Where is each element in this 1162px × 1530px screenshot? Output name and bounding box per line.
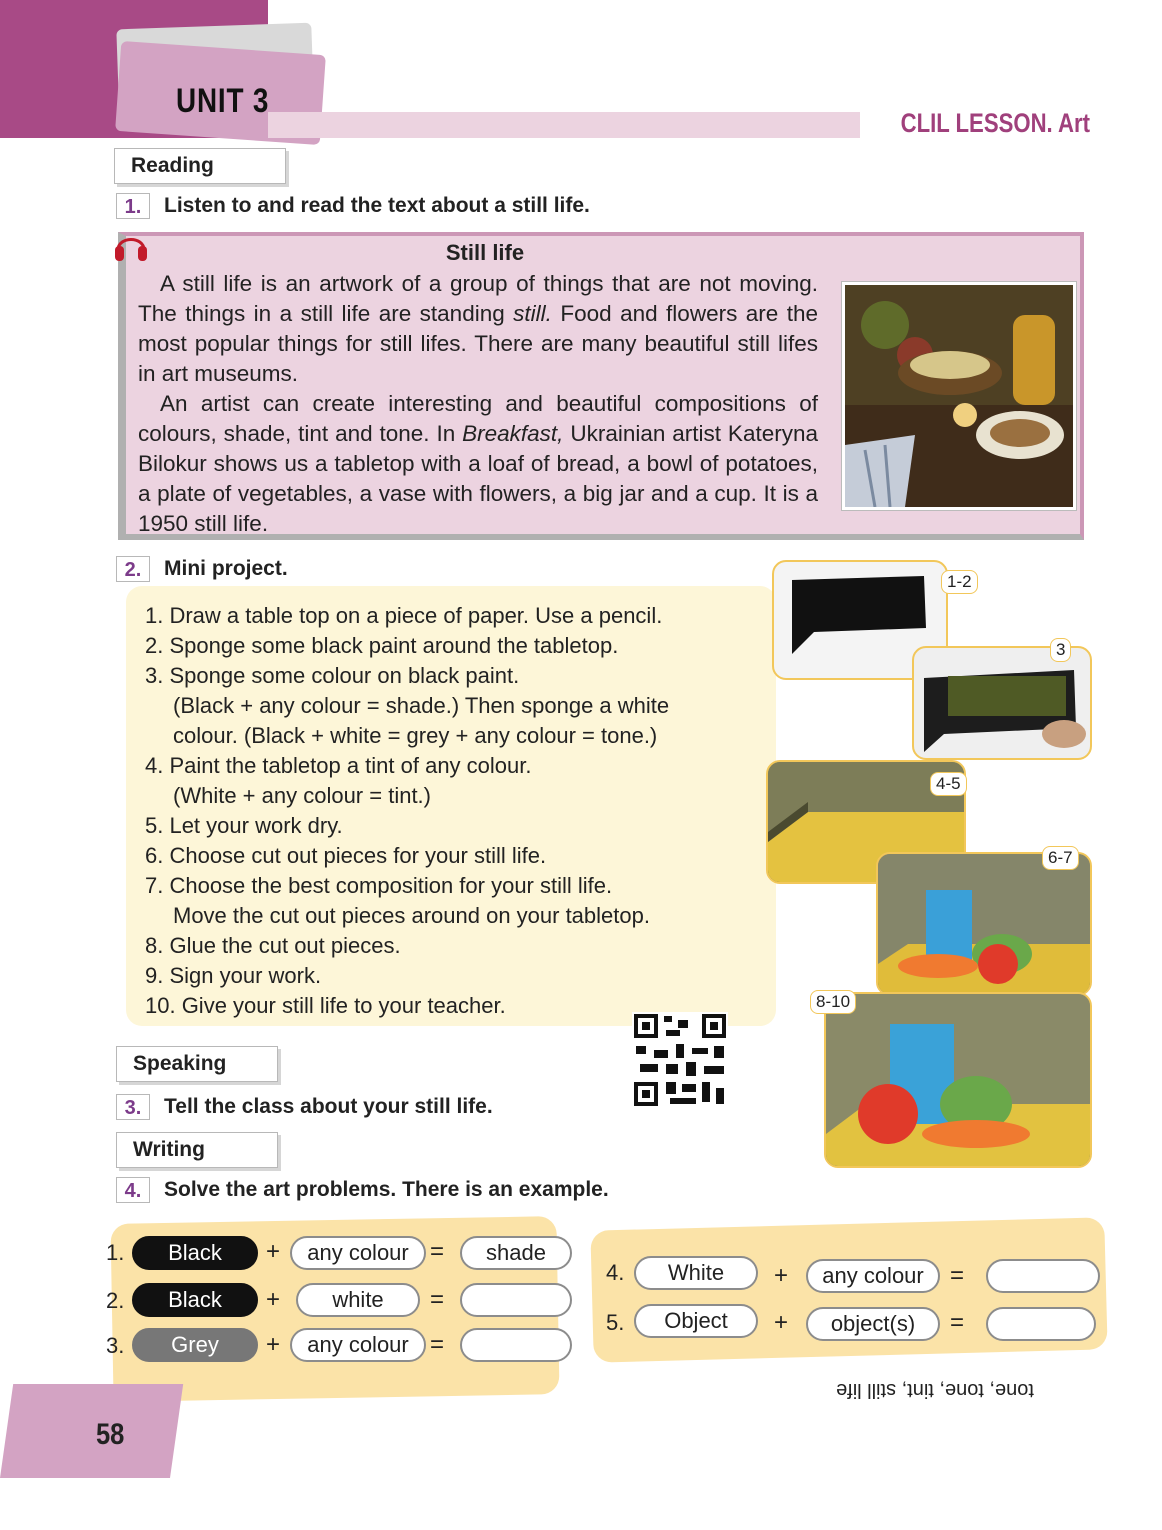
step-1: 1. Draw a table top on a piece of paper. Use a pencil. [145, 603, 663, 628]
text-paragraph-2: An artist can create interesting and beautiful compositions of colours, shade, tint and tone. In Breakfast, Ukrainian artist Kateryna Bilokur shows us a tabletop with a loaf of bread, a bowl of potatoes, a plate of vegetables, a vase with flowers, a big jar and a cup. It is a 1950 still life. [138, 391, 818, 536]
problem-term: object(s) [806, 1307, 940, 1341]
plus-sign: + [774, 1262, 789, 1289]
task-number: 2. [116, 556, 150, 582]
problem-number: 2. [106, 1288, 125, 1313]
step-3-cont: (Black + any colour = shade.) Then sponge a white [173, 693, 670, 718]
answer-field[interactable] [460, 1283, 572, 1317]
photo-step-6-7 [876, 852, 1092, 996]
problem-term: Grey [132, 1328, 258, 1362]
problem-term: white [296, 1283, 420, 1317]
task-1 [116, 193, 590, 219]
plus-sign: + [266, 1286, 281, 1313]
plus-sign: + [266, 1238, 281, 1265]
step-2: 2. Sponge some black paint around the tabletop. [145, 633, 619, 658]
answer-field[interactable] [460, 1328, 572, 1362]
step-3: 3. Sponge some colour on black paint. [145, 663, 520, 688]
step-10: 10. Give your still life to your teacher. [145, 993, 506, 1018]
photo-label: 3 [1050, 638, 1071, 662]
problem-number: 4. [606, 1260, 625, 1285]
task-number: 4. [116, 1177, 150, 1203]
step-5: 5. Let your work dry. [145, 813, 343, 838]
step-7-cont: Move the cut out pieces around on your tabletop. [173, 903, 650, 928]
problem-term: any colour [806, 1259, 940, 1293]
photo-label: 4-5 [930, 772, 967, 796]
equals-sign: = [430, 1238, 445, 1265]
still-life-painting [842, 282, 1076, 510]
photo-label: 6-7 [1042, 846, 1079, 870]
unit-title: UNIT 3 [176, 82, 270, 120]
text-paragraph-1: A still life is an artwork of a group of things that are not moving. The things in a still life are standing still. Food and flowers are the most popular things for still lifes. There are many beautiful still lifes in art museums. [138, 271, 818, 386]
task-instruction: Listen to and read the text about a still life. [164, 194, 590, 217]
headphones-icon[interactable] [112, 228, 150, 264]
answer-field[interactable] [986, 1259, 1100, 1293]
problem-term: any colour [290, 1236, 426, 1270]
step-4-cont: (White + any colour = tint.) [173, 783, 431, 808]
footer-pink-block [0, 1384, 183, 1478]
task-instruction: Mini project. [164, 557, 288, 580]
plus-sign: + [774, 1309, 789, 1336]
page-number: 58 [96, 1418, 125, 1451]
writing-tab: Writing [116, 1132, 278, 1168]
step-8: 8. Glue the cut out pieces. [145, 933, 401, 958]
problem-number: 3. [106, 1333, 125, 1358]
problem-term: White [634, 1256, 758, 1290]
task-number: 1. [116, 193, 150, 219]
word-bank-upside-down: tone, tone, tint, still life [836, 1379, 1034, 1401]
plus-sign: + [266, 1331, 281, 1358]
photo-step-8-10 [824, 992, 1092, 1168]
task-4 [116, 1177, 609, 1203]
task-number: 3. [116, 1094, 150, 1120]
header-strip [268, 112, 860, 138]
step-9: 9. Sign your work. [145, 963, 322, 988]
equals-sign: = [950, 1309, 965, 1336]
step-7: 7. Choose the best composition for your still life. [145, 873, 613, 898]
problem-term: Black [132, 1236, 258, 1270]
step-4: 4. Paint the tabletop a tint of any colour. [145, 753, 532, 778]
task-instruction: Solve the art problems. There is an example. [164, 1178, 609, 1201]
answer-field[interactable] [986, 1307, 1096, 1341]
task-2 [116, 556, 288, 582]
equals-sign: = [430, 1331, 445, 1358]
task-instruction: Tell the class about your still life. [164, 1095, 493, 1118]
text-title: Still life [445, 240, 525, 265]
lesson-title: CLIL LESSON. Art [900, 108, 1090, 138]
answer-field[interactable]: shade [460, 1236, 572, 1270]
step-6: 6. Choose cut out pieces for your still life. [145, 843, 547, 868]
equals-sign: = [950, 1262, 965, 1289]
problem-number: 1. [106, 1240, 125, 1265]
equals-sign: = [430, 1286, 445, 1313]
problem-term: Black [132, 1283, 258, 1317]
problem-number: 5. [606, 1310, 625, 1335]
task-3 [116, 1094, 493, 1120]
qr-code-icon[interactable] [632, 1012, 728, 1108]
photo-label: 8-10 [810, 990, 856, 1014]
problem-term: any colour [290, 1328, 426, 1362]
photo-step-3 [912, 646, 1092, 760]
step-3-cont: colour. (Black + white = grey + any colour = tone.) [173, 723, 658, 748]
photo-label: 1-2 [941, 570, 978, 594]
problem-term: Object [634, 1304, 758, 1338]
reading-tab: Reading [114, 148, 286, 184]
speaking-tab: Speaking [116, 1046, 278, 1082]
